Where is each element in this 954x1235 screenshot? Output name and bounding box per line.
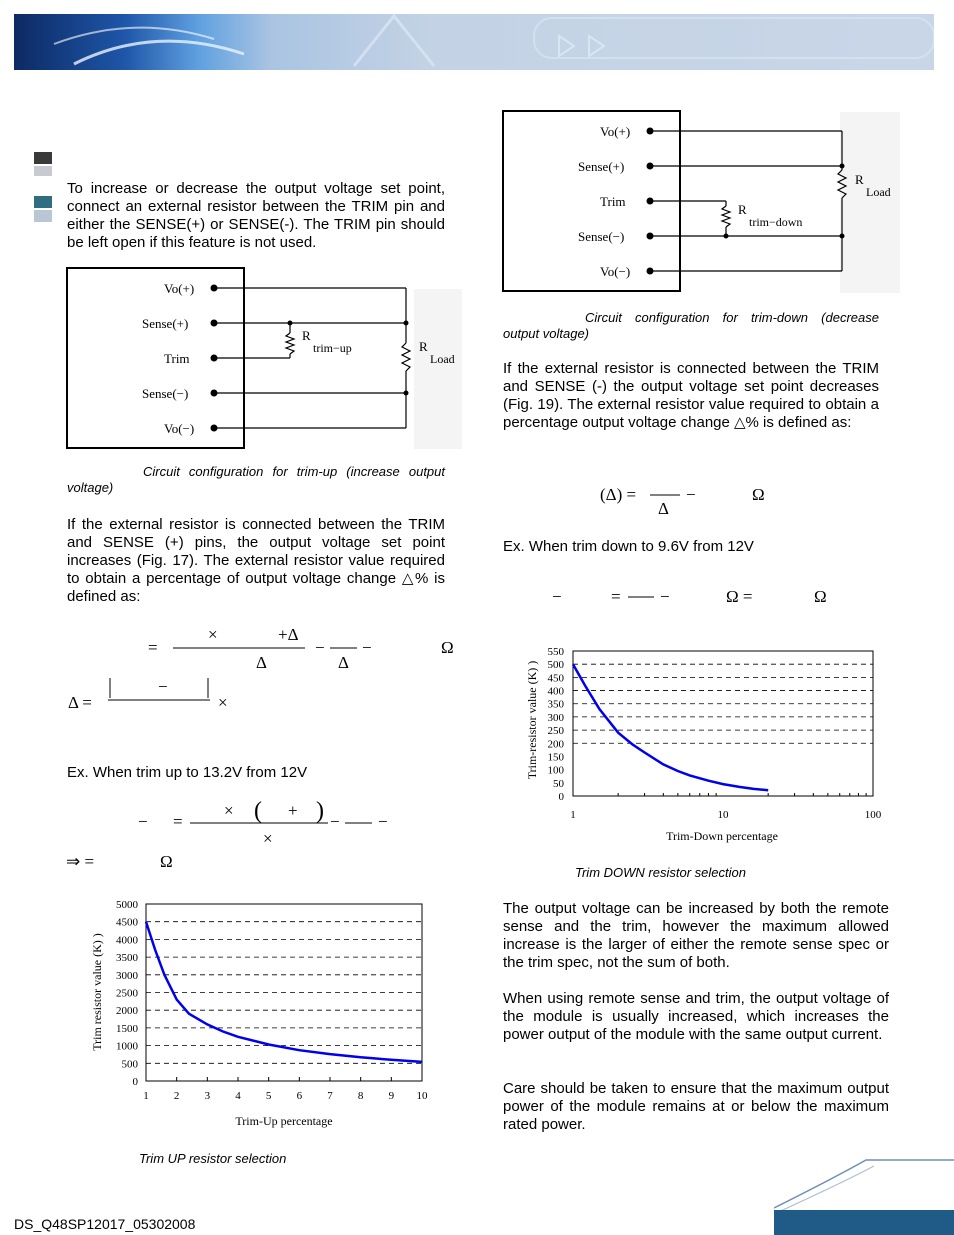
bullet-square-light	[34, 166, 52, 176]
formula-symbol: Δ	[256, 653, 267, 672]
chart-up-ytick: 2000	[116, 1005, 138, 1018]
chart-up-xtick: 4	[235, 1090, 241, 1102]
chart-up-series-line	[146, 922, 422, 1062]
chart-up-xtick: 3	[204, 1090, 211, 1102]
note-paragraph-2: When using remote sense and trim, the output voltage of the module is usually increased, which increases the power output of the module with the same output current.	[503, 990, 889, 1043]
formula-symbol: Δ =	[68, 693, 92, 712]
chart-down-series-line	[573, 664, 768, 790]
trim-down-formula	[590, 476, 790, 522]
r-trim-down-label: R	[738, 202, 747, 217]
trim-up-paragraph: If the external resistor is connected between the TRIM and SENSE (+) pins, the output voltage set point increases (Fig. 17). The external resistor value required to obtain a percentage of output voltage change △% is defined as:	[67, 516, 445, 605]
footer-corner-graphic	[774, 1158, 954, 1235]
chart-down-ytick: 50	[553, 777, 564, 790]
formula-symbol: ×	[224, 801, 234, 820]
pin-label-sense-plus: Sense(+)	[578, 159, 625, 174]
header-banner	[14, 14, 934, 70]
chart-up-xtick: 2	[173, 1090, 180, 1102]
footer-doc-id: DS_Q48SP12017_05302008	[14, 1216, 196, 1232]
chart-down-ytick: 300	[547, 711, 564, 724]
chart-up-caption: Trim UP resistor selection	[139, 1151, 287, 1166]
r-trim-up-label: R	[302, 328, 311, 343]
formula-symbol: Δ	[338, 653, 349, 672]
example-trim-up-formula	[60, 796, 460, 876]
bullet-square-dark	[34, 152, 52, 164]
example-trim-down-formula	[540, 582, 840, 612]
chart-down-ytick: 250	[547, 725, 564, 738]
chart-up-xtick: 6	[296, 1090, 303, 1102]
chart-up-ytick: 3500	[116, 952, 138, 965]
pin-label-trim: Trim	[164, 351, 190, 366]
chart-up-ylabel: Trim resistor value (K) )	[90, 933, 104, 1051]
formula-symbol: −	[362, 638, 372, 657]
figure-caption-trim-up: Circuit configuration for trim-up (increase output voltage)	[67, 464, 445, 495]
example-trim-down: Ex. When trim down to 9.6V from 12V	[503, 538, 754, 555]
formula-symbol: Ω	[441, 638, 454, 657]
chart-trim-down	[520, 640, 890, 850]
trim-down-paragraph: If the external resistor is connected between the TRIM and SENSE (-) the output voltage set point decreases (Fig. 19). The external resistor value required to obtain a percentage output voltage change △% is defined as:	[503, 360, 879, 431]
formula-symbol: ×	[208, 625, 218, 644]
banner-graphic	[14, 14, 934, 70]
chart-down-ytick: 0	[558, 791, 564, 803]
r-load-subscript: Load	[430, 352, 455, 366]
circuit-trim-down-diagram	[502, 110, 902, 293]
note-paragraph-3: Care should be taken to ensure that the maximum output power of the module remains at or below the maximum rated power.	[503, 1080, 889, 1133]
chart-up-xtick: 9	[388, 1090, 395, 1102]
formula-symbol: ×	[263, 829, 273, 848]
formula-symbol: =	[611, 587, 621, 606]
formula-symbol: −	[686, 485, 696, 504]
formula-symbol: Ω	[160, 852, 173, 871]
formula-symbol: Ω	[814, 587, 827, 606]
chart-down-ylabel: Trim-resistor value (K) )	[525, 660, 539, 780]
pin-label-sense-minus: Sense(−)	[142, 386, 189, 401]
formula-symbol: ⇒ =	[66, 852, 95, 871]
chart-up-xtick: 10	[416, 1090, 428, 1102]
r-trim-up-subscript: trim−up	[313, 341, 352, 355]
chart-down-ytick: 350	[547, 698, 564, 711]
r-trim-down-subscript: trim−down	[749, 215, 803, 229]
chart-down-xtick: 100	[864, 809, 882, 821]
chart-up-ytick: 2500	[116, 987, 138, 1000]
bullet-square-light2	[34, 210, 52, 222]
formula-symbol: −	[552, 587, 562, 606]
formula-symbol: +	[288, 801, 298, 820]
formula-symbol: −	[660, 587, 670, 606]
intro-paragraph: To increase or decrease the output voltage set point, connect an external resistor between the TRIM pin and either the SENSE(+) or SENSE(-). The TRIM pin should be left open if this feature is not used.	[67, 180, 445, 251]
pin-label-vo-plus: Vo(+)	[164, 281, 195, 296]
pin-label-vo-plus: Vo(+)	[600, 124, 631, 139]
chart-up-ytick: 5000	[116, 899, 138, 911]
chart-down-caption: Trim DOWN resistor selection	[575, 865, 746, 880]
chart-down-ytick: 500	[547, 659, 564, 672]
pin-label-sense-plus: Sense(+)	[142, 316, 189, 331]
formula-symbol: (	[254, 798, 262, 824]
formula-symbol: =	[148, 638, 158, 657]
circuit-trim-up-diagram	[66, 267, 466, 450]
chart-down-ytick: 450	[547, 672, 564, 685]
chart-up-ytick: 0	[132, 1076, 138, 1088]
formula-symbol: −	[330, 812, 340, 831]
formula-symbol: −	[315, 638, 325, 657]
chart-down-ytick: 150	[547, 751, 564, 764]
formula-symbol: Ω	[752, 485, 765, 504]
chart-down-ytick: 100	[547, 764, 564, 777]
bullet-square-teal	[34, 196, 52, 208]
pin-label-vo-minus: Vo(−)	[164, 421, 195, 436]
formula-symbol: −	[378, 812, 388, 831]
chart-up-ytick: 1500	[116, 1022, 138, 1035]
chart-down-plot-area	[573, 651, 873, 796]
r-load-label: R	[855, 172, 864, 187]
chart-up-ytick: 4500	[116, 916, 138, 929]
chart-down-xtick: 10	[717, 809, 729, 821]
pin-label-trim: Trim	[600, 194, 626, 209]
trim-up-formula	[60, 620, 470, 720]
chart-up-ytick: 500	[121, 1058, 138, 1071]
chart-up-xtick: 8	[357, 1090, 364, 1102]
chart-up-xtick: 7	[327, 1090, 333, 1102]
formula-symbol: =	[173, 812, 183, 831]
example-trim-up: Ex. When trim up to 13.2V from 12V	[67, 764, 308, 781]
chart-up-ytick: 4000	[116, 934, 138, 947]
chart-down-ytick: 550	[547, 646, 564, 658]
formula-symbol: −	[138, 812, 148, 831]
chart-up-ytick: 3000	[116, 969, 138, 982]
chart-trim-up	[84, 896, 444, 1132]
chart-up-xlabel: Trim-Up percentage	[235, 1114, 333, 1128]
formula-symbol: (Δ) =	[600, 485, 637, 504]
formula-symbol: −	[158, 677, 168, 696]
formula-symbol: +Δ	[278, 625, 299, 644]
chart-up-ytick: 1000	[116, 1040, 138, 1053]
figure-caption-trim-down: Circuit configuration for trim-down (decrease output voltage)	[503, 310, 879, 341]
formula-symbol: )	[316, 798, 324, 824]
chart-down-xtick: 1	[570, 809, 576, 821]
chart-up-xtick: 5	[265, 1090, 272, 1102]
formula-symbol: Δ	[658, 499, 669, 518]
chart-down-ytick: 400	[547, 685, 564, 698]
pin-label-vo-minus: Vo(−)	[600, 264, 631, 279]
chart-down-ytick: 200	[547, 738, 564, 751]
chart-down-xlabel: Trim-Down percentage	[666, 829, 778, 843]
pin-label-sense-minus: Sense(−)	[578, 229, 625, 244]
formula-symbol: Ω =	[726, 587, 753, 606]
r-load-label: R	[419, 339, 428, 354]
note-paragraph-1: The output voltage can be increased by both the remote sense and the trim, however the maximum allowed increase is the larger of either the remote sense spec or the trim spec, not the sum of both.	[503, 900, 889, 971]
formula-symbol: ×	[218, 693, 228, 712]
r-load-subscript: Load	[866, 185, 891, 199]
chart-up-xtick: 1	[143, 1090, 149, 1102]
